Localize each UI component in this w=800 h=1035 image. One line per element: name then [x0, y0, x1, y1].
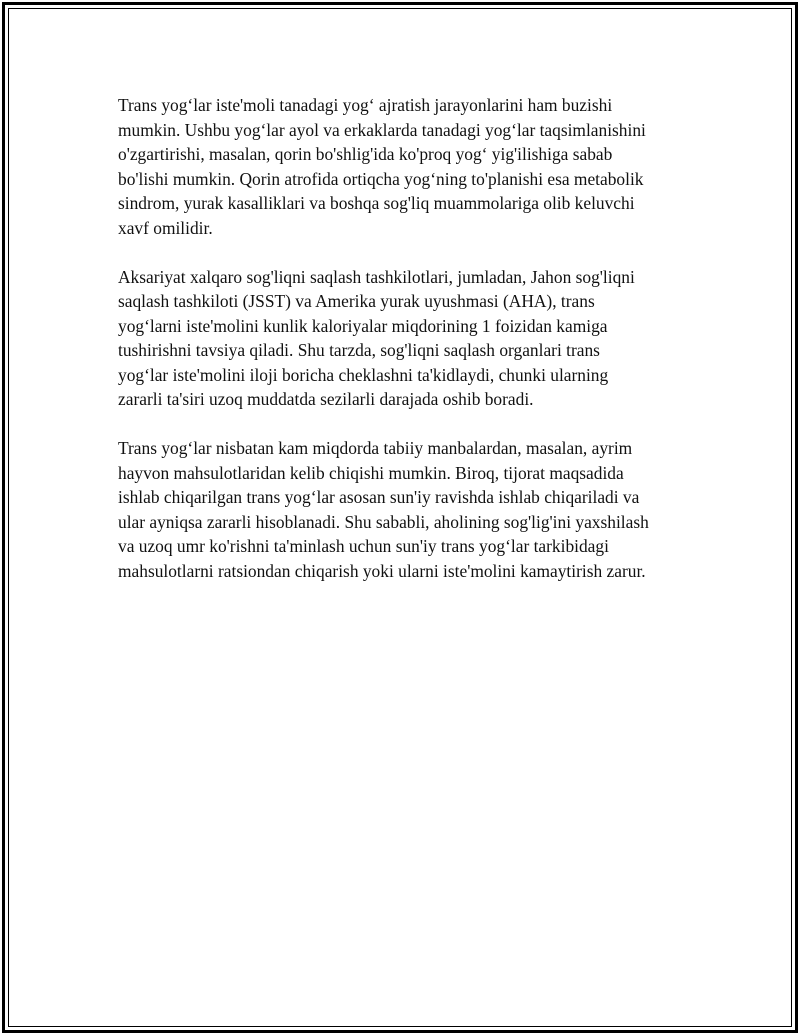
text-line: zararli ta'siri uzoq muddatda sezilarli darajada oshib boradi.	[118, 389, 534, 409]
text-line: yog‘larni iste'molini kunlik kaloriyalar miqdorining 1 foizidan kamiga	[118, 315, 608, 336]
text-line: saqlash tashkiloti (JSST) va Amerika yurak uyushmasi (AHA), trans	[118, 291, 595, 311]
text-line: yog‘lar iste'molini iloji boricha cheklashni ta'kidlaydi, chunki ularning	[118, 364, 609, 385]
text-line: xavf omilidir.	[118, 217, 213, 238]
document-body	[118, 93, 708, 608]
text-line: sindrom, yurak kasalliklari va boshqa sog'liq muammolariga olib keluvchi	[118, 193, 635, 213]
text-line: va uzoq umr ko'rishni ta'minlash uchun sun'iy trans yog‘lar tarkibidagi	[118, 536, 609, 556]
text-line: hayvon mahsulotlaridan kelib chiqishi mumkin. Biroq, tijorat maqsadida	[118, 462, 624, 483]
text-line: Aksariyat xalqaro sog'liqni saqlash tashkilotlari, jumladan, Jahon sog'liqni	[118, 266, 635, 287]
text-line: o'zgartirishi, masalan, qorin bo'shlig'ida ko'proq yog‘ yig'ilishiga sabab	[118, 144, 613, 164]
text-line: mahsulotlarni ratsiondan chiqarish yoki ularni iste'molini kamaytirish zarur.	[118, 560, 646, 581]
text-line: ular ayniqsa zararli hisoblanadi. Shu sababli, aholining sog'lig'ini yaxshilash	[118, 511, 649, 532]
text-line: mumkin. Ushbu yog‘lar ayol va erkaklarda tanadagi yog‘lar taqsimlanishini	[118, 119, 646, 140]
text-line: ishlab chiqarilgan trans yog‘lar asosan sun'iy ravishda ishlab chiqariladi va	[118, 487, 640, 507]
text-line: Trans yog‘lar nisbatan kam miqdorda tabiiy manbalardan, masalan, ayrim	[118, 438, 633, 458]
text-line: bo'lishi mumkin. Qorin atrofida ortiqcha yog‘ning to'planishi esa metabolik	[118, 168, 644, 189]
paragraph-3	[118, 436, 708, 583]
paragraph-2	[118, 265, 708, 412]
paragraph-1	[118, 93, 708, 240]
text-line: tushirishni tavsiya qiladi. Shu tarzda, sog'liqni saqlash organlari trans	[118, 340, 600, 360]
text-line: Trans yog‘lar iste'moli tanadagi yog‘ ajratish jarayonlarini ham buzishi	[118, 95, 613, 115]
